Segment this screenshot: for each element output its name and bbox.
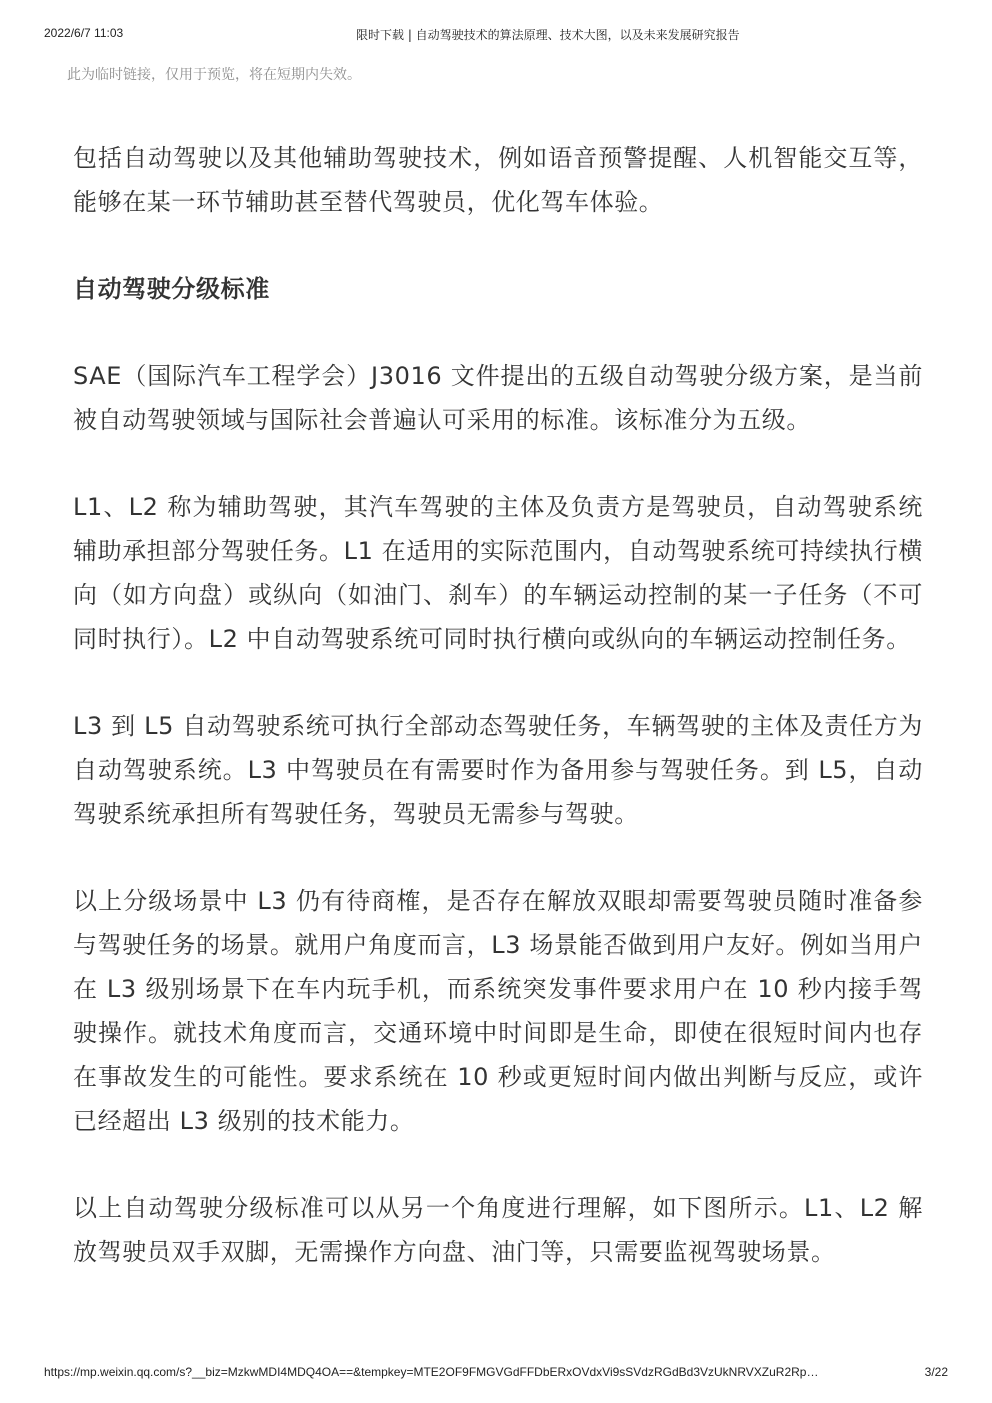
- paragraph-other-angle: 以上自动驾驶分级标准可以从另一个角度进行理解，如下图所示。L1、L2 解放驾驶员双手双脚，无需操作方向盘、油门等，只需要监视驾驶场景。: [73, 1194, 923, 1266]
- section-heading: 自动驾驶分级标准: [73, 275, 270, 303]
- paragraph-sae-standard: SAE（国际汽车工程学会）J3016 文件提出的五级自动驾驶分级方案，是当前被自动驾驶领域与国际社会普遍认可采用的标准。该标准分为五级。: [73, 362, 923, 434]
- paragraph-intro: 包括自动驾驶以及其他辅助驾驶技术，例如语音预警提醒、人机智能交互等，能够在某一环节辅助甚至替代驾驶员，优化驾车体验。: [73, 144, 923, 216]
- temporary-link-notice: 此为临时链接，仅用于预览，将在短期内失效。: [67, 67, 361, 83]
- paragraph-l1-l2: L1、L2 称为辅助驾驶，其汽车驾驶的主体及负责方是驾驶员，自动驾驶系统辅助承担部分驾驶任务。L1 在适用的实际范围内，自动驾驶系统可持续执行横向（如方向盘）或纵向（如油门、刹车）的车辆运动控制的某一子任务（不可同时执行）。L2 中自动驾驶系统可同时执行横向或纵向的车辆运动控制任务。: [73, 493, 923, 653]
- page-number: 3/22: [924, 1365, 948, 1379]
- print-url: https://mp.weixin.qq.com/s?__biz=MzkwMDI4MDQ4OA==&tempkey=MTE2OF9FMGVGdFFDbERxOVdxVi9sSVdzRGdBd3VzUkNRVXZuR2Rp…: [44, 1365, 819, 1379]
- print-datetime: 2022/6/7 11:03: [44, 26, 124, 40]
- paragraph-l3-l5: L3 到 L5 自动驾驶系统可执行全部动态驾驶任务，车辆驾驶的主体及责任方为自动驾驶系统。L3 中驾驶员在有需要时作为备用参与驾驶任务。到 L5，自动驾驶系统承担所有驾驶任务，驾驶员无需参与驾驶。: [73, 712, 923, 828]
- paragraph-l3-discussion: 以上分级场景中 L3 仍有待商榷，是否存在解放双眼却需要驾驶员随时准备参与驾驶任务的场景。就用户角度而言，L3 场景能否做到用户友好。例如当用户在 L3 级别场景下在车内玩手机，而系统突发事件要求用户在 10 秒内接手驾驶操作。就技术角度而言，交通环境中时间即是生命，即使在很短时间内也存在事故发生的可能性。要求系统在 10 秒或更短时间内做出判断与反应，或许已经超出 L3 级别的技术能力。: [73, 887, 923, 1135]
- article-body: [73, 136, 923, 1274]
- print-page-title: 限时下载 | 自动驾驶技术的算法原理、技术大图，以及未来发展研究报告: [356, 28, 740, 42]
